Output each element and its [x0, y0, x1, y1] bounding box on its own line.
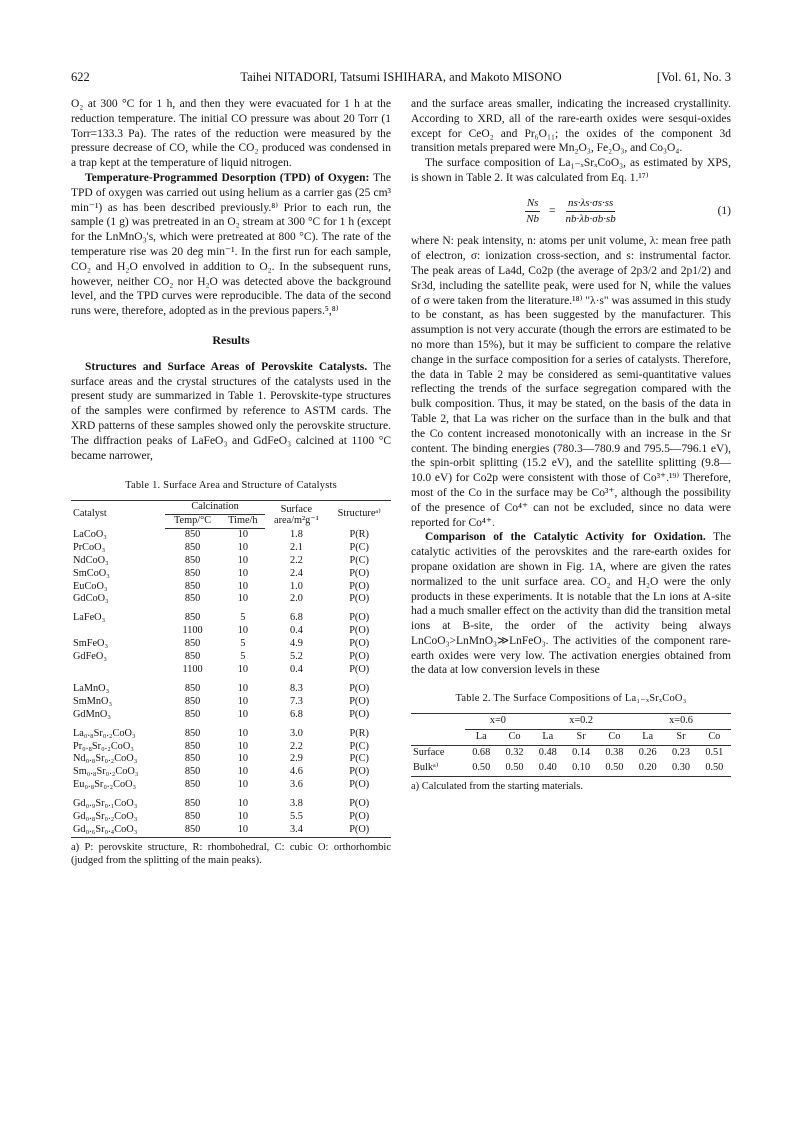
table-cell-temp: 850	[184, 811, 201, 823]
table-cell-area: 5.2	[289, 651, 303, 663]
table-row	[71, 728, 391, 741]
table-cell-temp: 850	[184, 651, 201, 663]
table-cell: 0.32	[505, 746, 524, 758]
table-cell-str: P(C)	[349, 554, 369, 566]
table-row	[411, 761, 731, 776]
table-cell: 0.38	[605, 746, 624, 758]
running-header	[71, 70, 731, 86]
table-cell-cat: NdCoO₃	[73, 554, 109, 566]
table-cell-cat: LaMnO₃	[73, 682, 110, 694]
table-cell-temp: 850	[184, 593, 201, 605]
table-cell-str: P(O)	[349, 593, 370, 605]
table-cell-str: P(O)	[349, 612, 370, 624]
table-row	[71, 555, 391, 568]
table-corner	[411, 714, 465, 730]
table-row	[71, 638, 391, 651]
paragraph	[411, 530, 731, 678]
table-cell-cat: PrCoO₃	[73, 541, 106, 553]
table-cell-temp: 850	[184, 567, 201, 579]
column-header: La	[631, 729, 664, 745]
table-cell-cat: GdCoO₃	[73, 593, 109, 605]
group-header: x=0.6	[631, 714, 731, 730]
group-header: x=0	[465, 714, 532, 730]
table-cell: 0.51	[705, 746, 724, 758]
table-cell-area: 3.8	[289, 798, 303, 810]
table-cell-time: 10	[237, 580, 249, 592]
column-header: Sr	[564, 729, 597, 745]
table-cell-cat: Pr₀.₈Sr₀.₂CoO₃	[73, 740, 134, 752]
table-cell-cat: SmCoO₃	[73, 567, 110, 579]
table-cell-time: 10	[237, 727, 249, 739]
table-cell-area: 2.2	[289, 740, 303, 752]
table-cell-temp: 850	[184, 766, 201, 778]
table-footnote: a) P: perovskite structure, R: rhombohedral, C: cubic O: orthorhombic (judged from the splitting of the main peaks).	[71, 841, 391, 866]
column-header: Co	[698, 729, 731, 745]
table-cell-cat	[71, 664, 165, 683]
table-cell-area: 2.2	[289, 554, 303, 566]
table-cell-temp: 850	[184, 727, 201, 739]
table-cell-area: 3.6	[289, 779, 303, 791]
table-cell-area: 0.4	[289, 625, 303, 637]
table-row	[71, 664, 391, 683]
table-cell-str: P(O)	[349, 664, 370, 675]
column-header: La	[465, 729, 498, 745]
table-cell: 0.30	[671, 761, 691, 773]
paragraph-text: The catalytic activities of the perovskites and the rare-earth oxides for propane oxidation are shown in Fig. 1A, where are given the rates normalized to the unit surface area. CO₂ and H₂O were the only products in these experiments. It is notable that the Ln ions at A-site had a much smaller effect on the activity than did the transition metal ions at B-site, the order of the activity being always LnCoO₃>LnMnO₃≫LnFeO₃. The activities of the component rare-earth oxides were very low. The activation energies obtained from the data at low conversion levels in these	[411, 531, 732, 677]
table-cell-area: 1.0	[289, 580, 303, 592]
paragraph-text: The TPD of oxygen was carried out using helium as a carrier gas (25 cm³ min⁻¹) as has been described previously.⁸⁾ Prior to each run, the sample (1 g) was pretreated in an O₂ stream at 300 °C for 1 h (except for the LnMnO₃'s, which were pretreated at 800 °C). The rate of the temperature rise was 20 deg min⁻¹. In the first run for each sample, CO₂ and H₂O envolved in addition to O₂. In the subsequent runs, however, neither CO₂ nor H₂O was detected above the background level, and the TPD curves were reproducible. The data of the second runs were, therefore, adopted as in the previous papers.⁵,⁸⁾	[71, 171, 391, 318]
table-cell-str: P(O)	[349, 580, 370, 592]
equation-1	[411, 196, 731, 227]
column-header: Surface area/m²g⁻¹	[274, 503, 319, 526]
table-cell-time: 10	[237, 766, 249, 778]
table-cell-str: P(C)	[349, 740, 369, 752]
table-row	[71, 824, 391, 837]
table-cell-str: P(O)	[349, 682, 370, 694]
paragraph: and the surface areas smaller, indicating the increased crystallinity. According to XRD, all of the rare-earth oxides were sesqui-oxides except for CeO₂ and Pr₆O₁₁; the oxides of the component 3d transition metals prepared were Mn₂O₃, Fe₂O₃, and Co₃O₄.	[411, 98, 731, 155]
table-cell-cat: SmFeO₃	[73, 638, 109, 650]
table-cell-str: P(O)	[349, 638, 370, 650]
table-cell-time: 10	[237, 528, 249, 540]
table-cell-str: P(O)	[349, 811, 370, 823]
table-cell-time: 10	[237, 541, 249, 553]
equals-sign: =	[549, 204, 556, 217]
paragraph	[71, 360, 391, 464]
table-row	[71, 798, 391, 811]
table-cell-temp: 850	[184, 612, 201, 624]
left-column	[71, 97, 391, 867]
table-row	[71, 696, 391, 709]
table-cell-temp: 850	[184, 554, 201, 566]
table-cell: 0.40	[538, 761, 557, 773]
right-column	[411, 97, 731, 793]
row-label: Bulkᵃ⁾	[413, 761, 439, 773]
table-cell-cat: SmMnO₃	[73, 695, 113, 707]
table-cell: 0.23	[671, 746, 691, 758]
paragraph-heading: Structures and Surface Areas of Perovskite Catalysts.	[85, 360, 368, 373]
table-cell-cat: Nd₀.₈Sr₀.₂CoO₃	[73, 753, 138, 765]
table-cell-temp: 850	[184, 740, 201, 752]
table-cell-area: 8.3	[289, 682, 303, 694]
table-cell-area: 6.8	[289, 708, 303, 720]
table-cell-time: 10	[237, 625, 249, 637]
table-cell-area: 2.0	[289, 593, 303, 605]
table-row	[71, 542, 391, 555]
table-cell-cat: Gd₀.₈Sr₀.₂CoO₃	[73, 811, 138, 823]
table-cell: 0.50	[472, 761, 491, 773]
table-cell-area: 3.0	[289, 727, 303, 739]
paragraph-heading: Comparison of the Catalytic Activity for Oxidation.	[425, 531, 706, 544]
paragraph-heading: Temperature-Programmed Desorption (TPD) of Oxygen:	[85, 171, 370, 184]
table-cell-str: P(R)	[349, 727, 369, 739]
column-header: Temp/°C	[165, 515, 221, 529]
table-cell-area: 7.3	[289, 695, 303, 707]
eq-lhs-denominator: Nb	[526, 212, 540, 225]
table-cell-temp: 850	[184, 580, 201, 592]
table-cell-time: 10	[237, 798, 249, 810]
table-cell-area: 6.8	[289, 612, 303, 624]
table-cell-cat: Gd₀.₆Sr₀.₄CoO₃	[73, 823, 138, 835]
table-cell-time: 10	[237, 593, 249, 605]
table-footnote: a) Calculated from the starting materials.	[411, 780, 584, 792]
row-label: Surface	[413, 746, 445, 758]
table-cell: 0.10	[572, 761, 591, 773]
table-cell: 0.26	[638, 746, 657, 758]
table-cell-cat: Eu₀.₈Sr₀.₂CoO₃	[73, 779, 137, 791]
equation-number: (1)	[717, 204, 731, 217]
table-row	[71, 581, 391, 594]
page-number: 622	[71, 70, 90, 84]
header-volume: [Vol. 61, No. 3	[656, 70, 731, 84]
surface-area-table	[71, 500, 391, 838]
table-cell-str: P(R)	[349, 528, 369, 540]
table-cell-time: 10	[237, 740, 249, 752]
column-header: Calcination	[165, 501, 266, 515]
group-header: x=0.2	[531, 714, 631, 730]
table-cell-str: P(O)	[349, 708, 370, 720]
paragraph: The surface composition of La₁₋ₓSrₓCoO₃, as estimated by XPS, is shown in Table 2. It was calculated from Eq. 1.¹⁷⁾	[411, 157, 731, 184]
table-cell-area: 0.4	[289, 664, 303, 675]
table-row	[71, 568, 391, 581]
table-cell-temp: 1100	[182, 625, 203, 637]
column-header: Structureᵃ⁾	[337, 508, 381, 520]
table-cell-cat: LaFeO₃	[73, 612, 106, 624]
table-caption: Table 2. The Surface Compositions of La₁₋ₓSrₓCoO₃	[455, 693, 687, 705]
table-cell-area: 4.6	[289, 766, 303, 778]
table-row	[71, 709, 391, 728]
paragraph-text: The surface areas and the crystal structures of the catalysts used in the present study are summarized in Table 1. Perovskite-type structures of the samples were confirmed by reference to ASTM cards. The XRD patterns of these samples showed only the perovskite structure. The diffraction peaks of LaFeO₃ and GdFeO₃ calcined at 1100 °C became narrower,	[71, 360, 391, 462]
table-cell-area: 4.9	[289, 638, 303, 650]
column-header: La	[531, 729, 564, 745]
table-row	[71, 625, 391, 638]
table-cell-str: P(O)	[349, 567, 370, 579]
table-cell-time: 10	[237, 708, 249, 720]
paragraph	[71, 171, 391, 319]
table-cell-time: 10	[237, 664, 249, 675]
table-cell-temp: 850	[184, 541, 201, 553]
table-cell-temp: 1100	[182, 664, 203, 675]
table-cell-area: 3.4	[289, 823, 303, 835]
table-row	[71, 593, 391, 612]
table-cell-time: 10	[237, 811, 249, 823]
column-header: Co	[498, 729, 531, 745]
paragraph: where N: peak intensity, n: atoms per unit volume, λ: mean free path of electron, σ: ionization cross-section, and s: instrumental factor. The peak areas of La4d, Co2p (the average of 2p3/2 and 2p1/2) and Sr3d, including the satellite peak, were used for N, while the values of σ were taken from the literature.¹⁸⁾ "λ·s" was assumed in this study to be constant, as has been suggested by the manufacturer. This assumption is not very accurate (though the errors are estimated to be no more than 15%), but it may be sufficient to compare the relative change in the surface composition for a series of catalysts. Therefore, the data in Table 2 may be considered as semi-quantitative values reflecting the trends of the surface segregation compared with the bulk composition. Thus, it may be stated, on the basis of the data in Table 2, that La was richer on the surface than in the bulk and that the Co content increased monotonically with an increase in the Sr content. The binding energies (780.3—780.9 and 795.5—796.1 eV), the spin-orbit splitting (15.2 eV), and the satellite splitting (9.8—10.0 eV) for Co2p were consistent with those of Co³⁺.¹⁹⁾ Therefore, most of the Co in the surface may be Co³⁺, although the possibility of the presence of Co⁴⁺ can not be excluded, since no data were reported for Co⁴⁺.	[411, 235, 731, 529]
table-cell-str: P(O)	[349, 766, 370, 778]
table-row	[71, 779, 391, 798]
table-cell: 0.20	[638, 761, 657, 773]
table-cell-cat: La₀.₈Sr₀.₂CoO₃	[73, 727, 136, 739]
eq-rhs-denominator: nb·λb·σb·sb	[565, 212, 616, 225]
table-cell-cat: Sm₀.₈Sr₀.₂CoO₃	[73, 766, 139, 778]
table-cell-temp: 850	[184, 823, 201, 835]
table-cell-temp: 850	[184, 528, 201, 540]
table-cell: 0.50	[705, 761, 724, 773]
table-cell-temp: 850	[184, 695, 201, 707]
table-cell: 0.68	[472, 746, 491, 758]
table-cell-area: 2.1	[289, 541, 303, 553]
table-cell-area: 2.4	[289, 567, 303, 579]
table-row	[71, 651, 391, 664]
table-cell-temp: 850	[184, 708, 201, 720]
table-row	[71, 612, 391, 625]
table-row	[411, 745, 731, 760]
table-cell-temp: 850	[184, 682, 201, 694]
equation-lhs	[524, 196, 541, 227]
table-row	[71, 683, 391, 696]
table-row	[71, 766, 391, 779]
table-cell-time: 5	[240, 651, 246, 663]
table-cell-str: P(C)	[349, 541, 369, 553]
table-cell-cat: GdMnO₃	[73, 708, 111, 720]
table-row	[71, 741, 391, 754]
equation-rhs	[564, 196, 618, 227]
table-cell-time: 10	[237, 695, 249, 707]
table-cell-str: P(O)	[349, 823, 370, 835]
section-title: Results	[212, 332, 250, 347]
table-cell: 0.50	[605, 761, 624, 773]
column-header: Sr	[664, 729, 697, 745]
table-corner	[411, 729, 465, 745]
table-cell-time: 10	[237, 779, 249, 791]
table-cell: 0.14	[572, 746, 591, 758]
table-cell-area: 2.9	[289, 753, 303, 765]
table-cell-cat: Gd₀.₉Sr₀.₁CoO₃	[73, 798, 138, 810]
table-cell-temp: 850	[184, 798, 201, 810]
table-cell-time: 5	[240, 612, 246, 624]
eq-rhs-numerator: ns·λs·σs·ss	[566, 196, 615, 212]
table-cell-time: 5	[240, 638, 246, 650]
table-cell-time: 10	[237, 823, 249, 835]
table-cell-area: 5.5	[289, 811, 303, 823]
table-row	[71, 528, 391, 541]
header-authors: Taihei NITADORI, Tatsumi ISHIHARA, and Makoto MISONO	[240, 70, 562, 84]
table-row	[71, 753, 391, 766]
table-cell-cat: GdFeO₃	[73, 651, 107, 663]
table-cell: 0.48	[538, 746, 557, 758]
table-cell-str: P(O)	[349, 625, 370, 637]
table-cell-cat: LaCoO₃	[73, 528, 107, 540]
table-cell-time: 10	[237, 753, 249, 765]
table-cell-str: P(O)	[349, 651, 370, 663]
table-cell-temp: 850	[184, 779, 201, 791]
eq-lhs-numerator: Ns	[525, 196, 541, 212]
table-cell-temp: 850	[184, 753, 201, 765]
table-caption: Table 1. Surface Area and Structure of Catalysts	[125, 480, 337, 492]
table-cell-str: P(C)	[349, 753, 369, 765]
table-cell-temp: 850	[184, 638, 201, 650]
table-row	[71, 811, 391, 824]
table-cell-time: 10	[237, 554, 249, 566]
table-cell-cat	[71, 625, 165, 638]
table-cell-cat: EuCoO₃	[73, 580, 108, 592]
paragraph: O₂ at 300 °C for 1 h, and then they were evacuated for 1 h at the reduction temperature. The initial CO pressure was about 20 Torr (1 Torr=133.3 Pa). The rates of the reduction were measured by the pressure decrease of CO, while the CO₂ produced was condensed in a trap kept at the temperature of liquid nitrogen.	[71, 98, 391, 170]
surface-composition-table	[411, 713, 731, 777]
column-header: Time/h	[220, 515, 265, 529]
table-cell-time: 10	[237, 682, 249, 694]
table-cell-area: 1.8	[289, 528, 303, 540]
table-cell-time: 10	[237, 567, 249, 579]
table-cell: 0.50	[505, 761, 524, 773]
column-header: Catalyst	[73, 508, 107, 520]
table-cell-str: P(O)	[349, 798, 370, 810]
table-cell-str: P(O)	[349, 695, 370, 707]
table-cell-str: P(O)	[349, 779, 370, 791]
column-header: Co	[598, 729, 631, 745]
